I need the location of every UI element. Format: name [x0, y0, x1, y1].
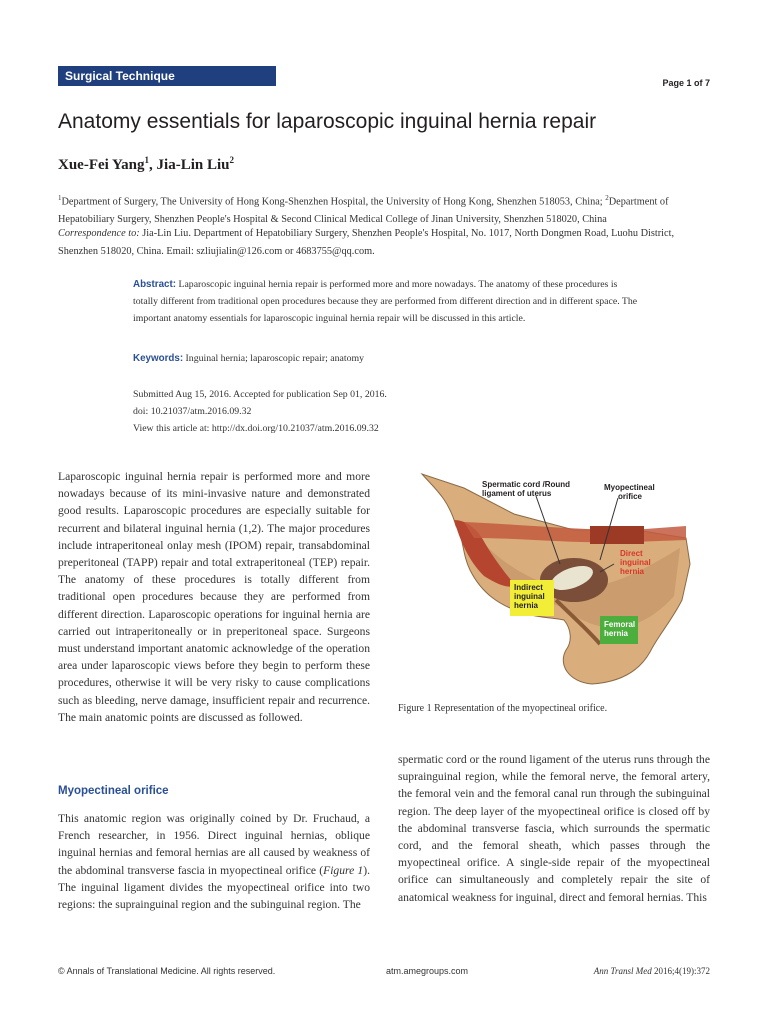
doi[interactable]: doi: 10.21037/atm.2016.09.32	[133, 406, 252, 417]
journal-abbreviation: Ann Transl Med	[593, 966, 652, 976]
label-direct-line: Direct	[620, 549, 643, 558]
correspondence	[58, 225, 713, 260]
section-heading: Myopectineal orifice	[58, 785, 169, 797]
label-indirect-line: hernia	[514, 601, 539, 610]
correspondence-label: Correspondence to:	[58, 228, 140, 239]
author-name: Xue-Fei Yang	[58, 157, 145, 173]
figure-reference[interactable]: Figure 1	[323, 863, 364, 877]
affiliation-text: Department of Hepatobiliary Surgery, Shenzhen People's Hospital & Second Clinical Medical College of Jinan University, Shenzhen 518020, China	[58, 196, 669, 225]
label-indirect-line: inguinal	[514, 592, 545, 601]
rectus-sheath-block	[590, 526, 644, 544]
label-femoral-line: Femoral	[604, 620, 636, 629]
section-label: Surgical Technique	[65, 69, 175, 83]
author-affiliation-mark: 1	[144, 155, 150, 165]
label-femoral-line: hernia	[604, 629, 629, 638]
correspondence-text: Jia-Lin Liu. Department of Hepatobiliary Surgery, Shenzhen People's Hospital, No. 1017, North Dongmen Road, Luohu District, Shenzhen 518020, China. Email: szliujialin@126.com or 4683755@qq.com.	[58, 228, 675, 257]
label-spermatic-cord-line: ligament of uterus	[482, 489, 552, 498]
label-myopectineal-line: Myopectineal	[604, 483, 655, 492]
keywords-text: Inguinal hernia; laparoscopic repair; anatomy	[183, 353, 364, 364]
myopectineal-orifice-illustration	[404, 468, 694, 690]
label-spermatic-cord-line: Spermatic cord /Round	[482, 480, 571, 489]
label-direct-line: hernia	[620, 567, 645, 576]
figure-1	[404, 468, 694, 690]
article-title: Anatomy essentials for laparoscopic inguinal hernia repair	[58, 110, 597, 133]
abstract-text: Laparoscopic inguinal hernia repair is performed more and more nowadays. The anatomy of these procedures is totally different from traditional open procedures because they are performed from different direction and in different space. The important anatomy essentials for laparoscopic inguinal hernia repair will be discussed in this article.	[133, 279, 638, 324]
keywords-label: Keywords:	[133, 353, 184, 364]
affiliation-text: Department of Surgery, The University of Hong Kong-Shenzhen Hospital, the University of Hong Kong, Shenzhen 518053, China;	[61, 196, 606, 208]
section-text: This anatomic region was originally coined by Dr. Fruchaud, a French researcher, in 1956. Direct inguinal hernias, oblique inguinal hernias and femoral hernias are all caused by weakness of the abdominal transverse fascia in myopectineal orifice (	[58, 812, 370, 877]
section-paragraph	[58, 810, 370, 913]
right-column-paragraph: spermatic cord or the round ligament of the uterus runs through the suprainguinal region, while the femoral nerve, the femoral artery, the femoral vein and the femoral canal run through the subinguinal region. The deep layer of the myopectineal orifice is closed off by the abdominal transverse fascia, which surrounds the spermatic cord, and the femoral sheath, which passes through the myopectineal orifice. A single-side repair of the myopectineal orifice can simultaneously and completely repair the site of anatomical weakness for inguinal, direct and femoral hernias. This	[398, 753, 710, 904]
submission-dates: Submitted Aug 15, 2016. Accepted for publication Sep 01, 2016.	[133, 389, 387, 400]
label-spermatic-cord	[482, 480, 572, 498]
label-myopectineal-line: orifice	[618, 492, 643, 501]
section-banner	[58, 66, 276, 86]
footer-citation	[594, 966, 710, 976]
affiliation-mark: 2	[605, 194, 609, 202]
label-myopectineal-orifice	[604, 483, 657, 501]
label-indirect-line: Indirect	[514, 583, 543, 592]
view-online-link[interactable]: View this article at: http://dx.doi.org/10.21037/atm.2016.09.32	[133, 423, 379, 434]
footer-site-link[interactable]: atm.amegroups.com	[386, 966, 469, 976]
abstract-label: Abstract:	[133, 279, 177, 290]
intro-paragraph: Laparoscopic inguinal hernia repair is performed more and more nowadays because of its mini-invasive nature and demonstrated good results. Laparoscopic procedures are especially suitable for recurrent and bilateral inguinal hernia (1,2). The major procedures include intraperitoneal onlay mesh (IPOM) repair, transabdominal preperitoneal (TAPP) repair and total extraperitoneal (TEP) repair. The anatomy of these procedures is totally different from traditional open procedures because they are performed from different direction. Laparoscopic operations for inguinal hernia are carried out intraperitoneally or in preperitoneal space. Surgeons must understand important anatomic acknowledge of the operation area under laparoscopic views before they begin to perform these procedures, otherwise it will be very risky to cause complications such as bleeding, nerve damage, insufficient repair and recurrence. The main anatomic points are discussed as followed.	[58, 470, 370, 724]
affiliations	[58, 190, 713, 228]
keywords	[133, 350, 643, 367]
footer-copyright: © Annals of Translational Medicine. All rights reserved.	[58, 966, 276, 976]
publication-info	[133, 386, 643, 437]
label-direct-line: inguinal	[620, 558, 651, 567]
figure-caption: Figure 1 Representation of the myopectineal orifice.	[398, 703, 608, 714]
section-text: ). The inguinal ligament divides the myopectineal orifice into two regions: the suprainguinal region and the subinguinal region. The	[58, 863, 370, 912]
author-separator: ,	[149, 157, 157, 173]
author-name: Jia-Lin Liu	[156, 157, 230, 173]
affiliation-mark: 1	[58, 194, 62, 202]
page-counter: Page 1 of 7	[662, 78, 710, 88]
abstract	[133, 276, 643, 327]
author-list	[58, 155, 234, 174]
author-affiliation-mark: 2	[229, 155, 234, 165]
citation-volume: 2016;4(19):372	[651, 966, 710, 976]
